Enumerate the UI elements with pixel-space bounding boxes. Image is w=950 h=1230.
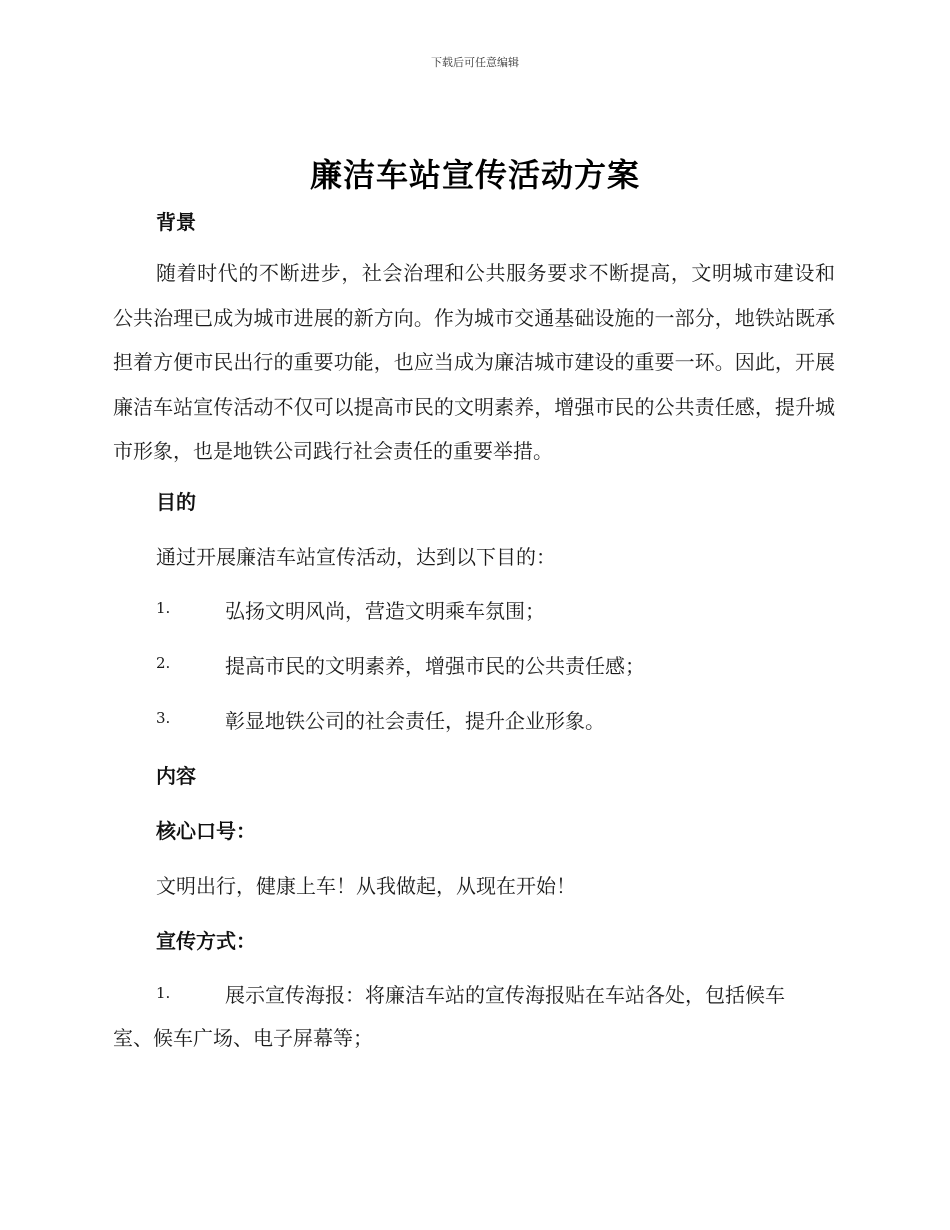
purpose-item-text: 提高市民的文明素养，增强市民的公共责任感； [225,654,645,678]
slogan-heading: 核心口号： [156,819,256,843]
slogan-text: 文明出行，健康上车！从我做起，从现在开始！ [156,874,576,898]
method-item-text-line2: 室、候车广场、电子屏幕等； [113,1026,373,1050]
purpose-intro: 通过开展廉洁车站宣传活动，达到以下目的： [156,545,556,569]
header-note: 下载后可任意编辑 [431,56,519,69]
method-item-text-line1: 展示宣传海报：将廉洁车站的宣传海报贴在车站各处，包括候车 [225,983,785,1007]
purpose-item-number: 3. [156,709,171,727]
page-title: 廉洁车站宣传活动方案 [309,156,640,194]
content-heading: 内容 [156,764,196,788]
purpose-item-number: 2. [156,654,171,672]
method-item-number: 1. [156,984,171,1002]
purpose-item-text: 弘扬文明风尚，营造文明乘车氛围； [225,599,545,623]
methods-heading: 宣传方式： [156,929,256,953]
background-heading: 背景 [156,210,196,234]
purpose-item-number: 1. [156,599,171,617]
background-paragraph: 随着时代的不断进步，社会治理和公共服务要求不断提高，文明城市建设和公共治理已成为城市进展的新方向。作为城市交通基础设施的一部分，地铁站既承担着方便市民出行的重要功能，也应当成为廉洁城市建设的重要一环。因此，开展廉洁车站宣传活动不仅可以提高市民的文明素养，增强市民的公共责任感，提升城市形象，也是地铁公司践行社会责任的重要举措。 [113,261,835,463]
purpose-item-text: 彰显地铁公司的社会责任，提升企业形象。 [225,709,605,733]
purpose-heading: 目的 [156,490,196,514]
